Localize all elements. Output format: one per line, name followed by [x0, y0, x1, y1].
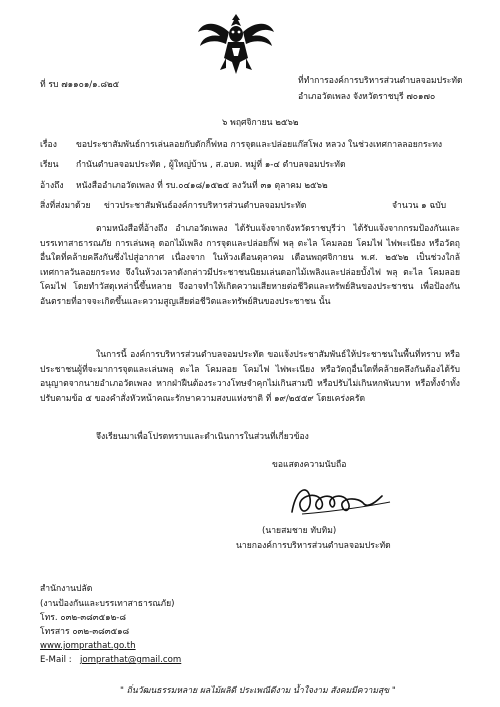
email-label: E-Mail :: [40, 655, 72, 665]
letter-date: ๖ พฤศจิกายน ๒๕๖๒: [222, 118, 299, 128]
fax: โทรสาร ๐๓๒-๓๘๓๕๑๘: [40, 627, 130, 637]
office-address-line1: ที่ทำการองค์การบริหารส่วนตำบลจอมประทัด: [298, 76, 463, 86]
motto-text: " ถิ่นวัฒนธรรมหลาย ผลไม้ผลิดี ประเพณีดีงาม น้ำใจงาม สังคมมีความสุข ": [120, 686, 396, 696]
garuda-emblem-icon: [196, 12, 276, 76]
reference-number: ที่ รบ ๗๑๑๐๑/๑.๘๒๕: [40, 80, 120, 90]
to-label: เรียน: [40, 160, 59, 170]
subject-text: ขอประชาสัมพันธ์การเล่นลอยกับดักกิ๊ฟหอ การจุดและปล่อยแก๊สโพง หลวง ในช่วงเทศกาลลอยกระทง: [76, 140, 443, 150]
enclosure-label: สิ่งที่ส่งมาด้วย: [40, 201, 91, 211]
reference-label: อ้างถึง: [40, 181, 64, 191]
unit-name: (งานป้องกันและบรรเทาสาธารณภัย): [40, 599, 175, 609]
email-link[interactable]: jomprathat@gmail.com: [80, 655, 182, 665]
enclosure-text: ข่าวประชาสัมพันธ์องค์การบริหารส่วนตำบลจอมประทัด: [104, 201, 307, 211]
handwritten-signature-icon: [278, 478, 398, 522]
telephone: โทร. ๐๓๒-๓๘๓๕๑๒-๘: [40, 613, 126, 623]
body-paragraph-2: ในการนี้ องค์การบริหารส่วนตำบลจอมประทัด ขอแจ้งประชาสัมพันธ์ให้ประชาชนในพื้นที่ทราบ หรือประชาชนผู้ที่จะมาการจุดและเล่นพลุ ตะไล โคมลอย โคมไฟ ไฟพะเนียง หรือวัตถุอื่นใดที่คล้ายคลึงกันต้องได้รับอนุญาตจากนายอำเภอวัดเพลง หากฝ่าฝืนต้องระวางโทษจำคุกไม่เกินสามปี หรือปรับไม่เกินหกพันบาท หรือทั้งจำทั้งปรับตามข้อ ๕ ของคำสั่งหัวหน้าคณะรักษาความสงบแห่งชาติ ที่ ๑๙/๒๕๕๙ โดยเคร่งครัด: [40, 350, 460, 404]
office-address-line2: อำเภอวัดเพลง จังหวัดราชบุรี ๗๐๑๗๐: [298, 92, 436, 102]
enclosure-count: จำนวน ๑ ฉบับ: [392, 201, 447, 211]
signer-name: (นายสมชาย ทับทิม): [262, 526, 337, 536]
signer-title: นายกองค์การบริหารส่วนตำบลจอมประทัด: [236, 541, 391, 551]
website-link[interactable]: www.jomprathat.go.th: [40, 641, 136, 651]
department-name: สำนักงานปลัด: [40, 584, 93, 594]
regards-text: ขอแสดงความนับถือ: [272, 460, 347, 470]
reference-text: หนังสืออำเภอวัดเพลง ที่ รบ.๐๔๑๘/๑๕๒๕ ลงวันที่ ๓๑ ตุลาคม ๒๕๖๒: [76, 181, 328, 191]
subject-label: เรื่อง: [40, 140, 57, 150]
to-text: กำนันตำบลจอมประทัด , ผู้ใหญ่บ้าน , ส.อบต. หมู่ที่ ๑-๔ ตำบลจอมประทัด: [76, 160, 346, 170]
body-paragraph-1: ตามหนังสือที่อ้างถึง อำเภอวัดเพลง ได้รับแจ้งจากจังหวัดราชบุรีว่า ได้รับแจ้งจากกรมป้องกันและบรรเทาสาธารณภัย การเล่นพลุ ดอกไม้เพลิง การจุดและปล่อยกิ๊ฟ พลุ ตะไล โคมลอย โคมไฟ ไฟพะเนียง หรือวัตถุอื่นใดที่คล้ายคลึงกันซึ่งไปสู่อากาศ เนื่องจาก ในห้วงเดือนตุลาคม เดือนพฤศจิกายน พ.ศ. ๒๕๖๒ เป็นช่วงใกล้เทศกาลวันลอยกระทง จึงในห้วงเวลาดังกล่าวมีประชาชนนิยมเล่นดอกไม้เพลิงและปล่อยบั้งไฟ พลุ ตะไล โคมลอย โคมไฟ โดยทำวัสดุเหล่านี้ขึ้นหลาย จึงอาจทำให้เกิดความเสียหายต่อชีวิตและทรัพย์สินของประชาชน เพื่อป้องกันอันตรายที่อาจจะเกิดขึ้นและความสูญเสียต่อชีวิตและทรัพย์สินของประชาชน นั้น: [40, 224, 460, 307]
closing-sentence: จึงเรียนมาเพื่อโปรดทราบและดำเนินการในส่วนที่เกี่ยวข้อง: [96, 432, 309, 442]
